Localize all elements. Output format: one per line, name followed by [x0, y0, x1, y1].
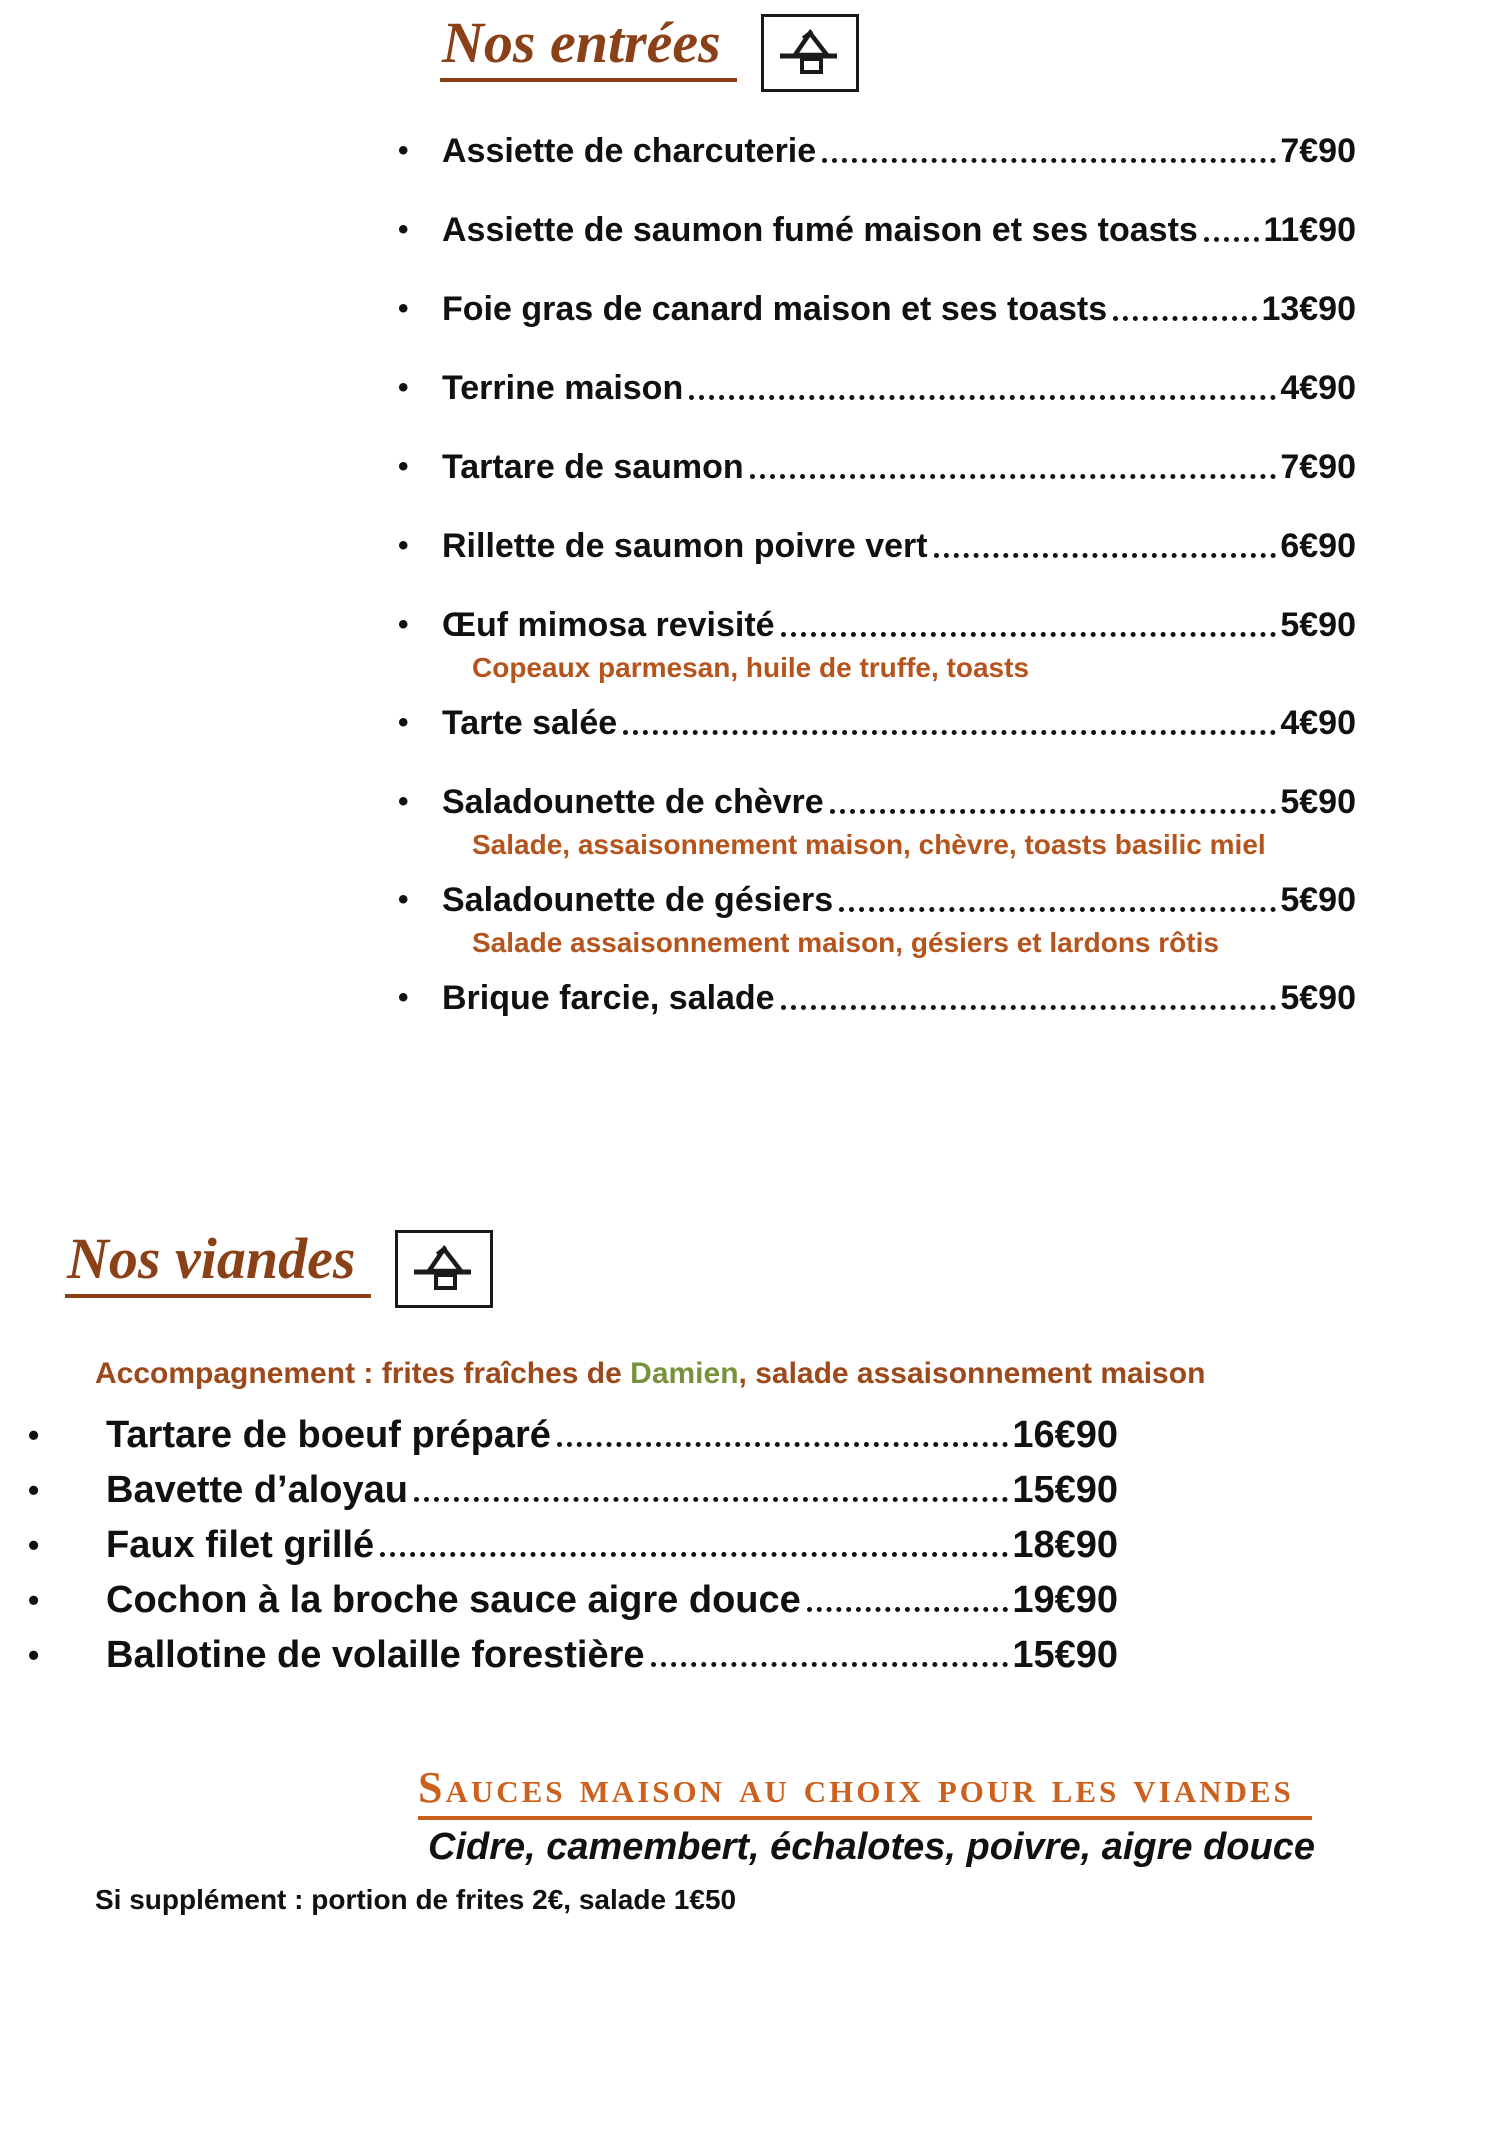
- menu-item: [398, 365, 1356, 411]
- item-name: Œuf mimosa revisité: [442, 606, 775, 644]
- menu-item: [398, 975, 1356, 1021]
- item-price: 4€90: [1280, 704, 1356, 742]
- section-header-entrees: [430, 8, 1312, 102]
- menu-item: [20, 1412, 1118, 1458]
- bullet-icon: •: [28, 1417, 40, 1453]
- sauces-list: Cidre, camembert, échalotes, poivre, aigre douce: [428, 1826, 1315, 1868]
- house-logo-icon: [761, 14, 859, 92]
- item-name: Faux filet grillé: [106, 1524, 375, 1566]
- menu-item: [398, 602, 1356, 688]
- section-title-entrees: Nos entrées: [440, 12, 737, 82]
- accompaniment-highlight: Damien: [630, 1357, 739, 1390]
- item-price: 19€90: [1012, 1579, 1118, 1621]
- item-name: Assiette de saumon fumé maison et ses toasts: [442, 211, 1198, 249]
- bullet-icon: •: [28, 1472, 40, 1508]
- section-header-viandes: [37, 1212, 685, 1360]
- item-price: 15€90: [1012, 1634, 1118, 1676]
- menu-item: [398, 128, 1356, 174]
- accompaniment-prefix: Accompagnement : frites fraîches de: [95, 1357, 631, 1390]
- item-name: Assiette de charcuterie: [442, 132, 817, 170]
- item-name: Saladounette de gésiers: [442, 881, 834, 919]
- item-name: Tarte salée: [442, 704, 618, 742]
- dot-leader: [1113, 316, 1257, 321]
- bullet-icon: •: [28, 1637, 40, 1673]
- item-name: Saladounette de chèvre: [442, 783, 824, 821]
- item-price: 4€90: [1280, 369, 1356, 407]
- sauces-heading: Sauces maison au choix pour les viandes: [418, 1763, 1312, 1820]
- bullet-icon: •: [398, 292, 409, 325]
- item-name: Terrine maison: [442, 369, 684, 407]
- dot-leader: [557, 1442, 1008, 1447]
- accompaniment-line: [95, 1356, 1205, 1392]
- entrees-list: [398, 128, 1356, 1054]
- item-price: 15€90: [1012, 1469, 1118, 1511]
- house-logo-icon: [395, 1230, 493, 1308]
- item-name: Brique farcie, salade: [442, 979, 775, 1017]
- item-name: Cochon à la broche sauce aigre douce: [106, 1579, 801, 1621]
- menu-item: [398, 444, 1356, 490]
- dot-leader: [830, 809, 1277, 814]
- item-price: 16€90: [1012, 1414, 1118, 1456]
- item-name: Ballotine de volaille forestière: [106, 1634, 645, 1676]
- dot-leader: [934, 553, 1277, 558]
- dot-leader: [781, 632, 1277, 637]
- dot-leader: [651, 1662, 1009, 1667]
- supplement-note: Si supplément : portion de frites 2€, salade 1€50: [95, 1884, 737, 1915]
- accompaniment-suffix: , salade assaisonnement maison: [738, 1357, 1206, 1390]
- dot-leader: [822, 158, 1276, 163]
- bullet-icon: •: [28, 1527, 40, 1563]
- dot-leader: [1204, 237, 1260, 242]
- menu-item: [398, 286, 1356, 332]
- dot-leader: [623, 730, 1276, 735]
- menu-item: [398, 207, 1356, 253]
- bullet-icon: •: [398, 450, 409, 483]
- bullet-icon: •: [398, 706, 409, 739]
- item-price: 18€90: [1012, 1524, 1118, 1566]
- item-price: 5€90: [1280, 979, 1356, 1017]
- item-price: 7€90: [1280, 448, 1356, 486]
- viandes-list: [20, 1412, 1118, 1687]
- bullet-icon: •: [398, 981, 409, 1014]
- dot-leader: [750, 474, 1277, 479]
- item-note: Copeaux parmesan, huile de truffe, toasts: [472, 652, 1030, 683]
- item-price: 6€90: [1280, 527, 1356, 565]
- item-price: 11€90: [1263, 211, 1356, 249]
- item-price: 7€90: [1280, 132, 1356, 170]
- dot-leader: [781, 1005, 1277, 1010]
- item-note: Salade assaisonnement maison, gésiers et lardons rôtis: [472, 927, 1219, 958]
- bullet-icon: •: [398, 134, 409, 167]
- item-name: Tartare de boeuf préparé: [106, 1414, 551, 1456]
- section-title-viandes: Nos viandes: [65, 1228, 371, 1298]
- bullet-icon: •: [398, 371, 409, 404]
- menu-item: [20, 1522, 1118, 1568]
- item-note: Salade, assaisonnement maison, chèvre, toasts basilic miel: [472, 829, 1266, 860]
- bullet-icon: •: [28, 1582, 40, 1618]
- menu-item: [20, 1467, 1118, 1513]
- bullet-icon: •: [398, 529, 409, 562]
- menu-item: [20, 1632, 1118, 1678]
- dot-leader: [380, 1552, 1008, 1557]
- bullet-icon: •: [398, 608, 409, 641]
- dot-leader: [807, 1607, 1009, 1612]
- item-name: Bavette d’aloyau: [106, 1469, 408, 1511]
- item-price: 13€90: [1261, 290, 1356, 328]
- item-price: 5€90: [1280, 881, 1356, 919]
- item-name: Tartare de saumon: [442, 448, 744, 486]
- dot-leader: [689, 395, 1276, 400]
- item-price: 5€90: [1280, 606, 1356, 644]
- menu-item: [398, 523, 1356, 569]
- bullet-icon: •: [398, 785, 409, 818]
- dot-leader: [414, 1497, 1008, 1502]
- menu-item: [398, 779, 1356, 865]
- bullet-icon: •: [398, 883, 409, 916]
- dot-leader: [839, 907, 1276, 912]
- item-price: 5€90: [1280, 783, 1356, 821]
- bullet-icon: •: [398, 213, 409, 246]
- menu-item: [398, 700, 1356, 746]
- menu-item: [20, 1577, 1118, 1623]
- item-name: Rillette de saumon poivre vert: [442, 527, 928, 565]
- menu-item: [398, 877, 1356, 963]
- item-name: Foie gras de canard maison et ses toasts: [442, 290, 1108, 328]
